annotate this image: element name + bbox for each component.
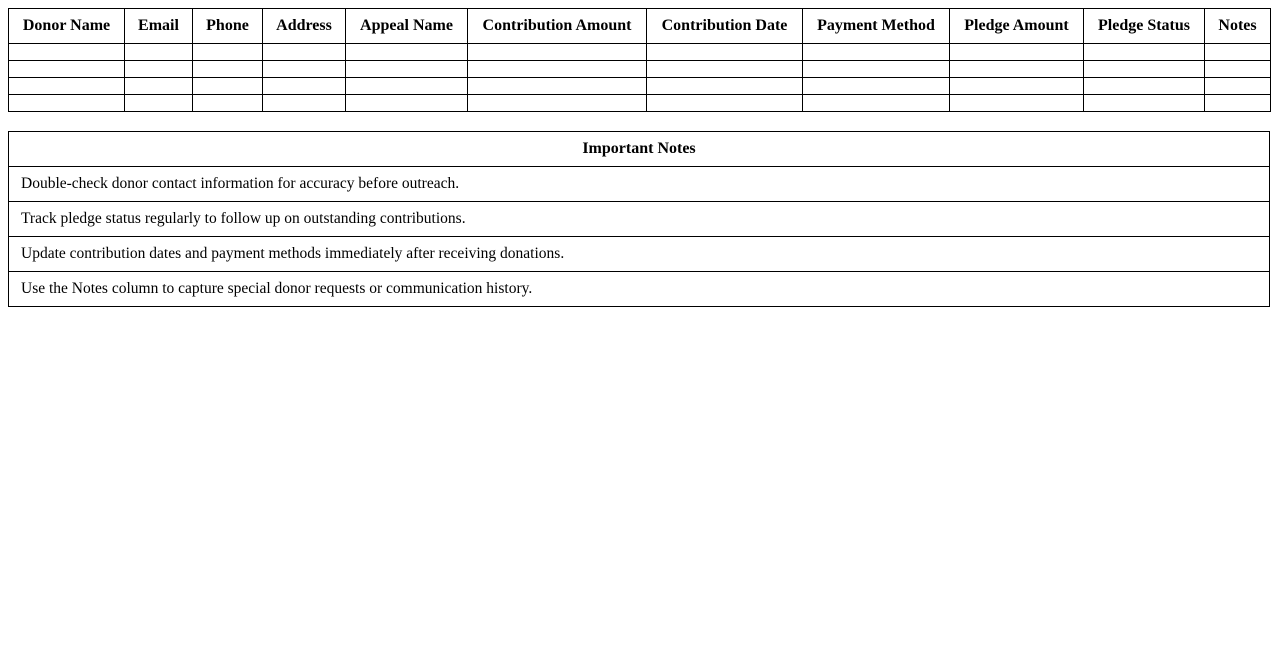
column-header-email: Email (125, 9, 193, 44)
table-cell[interactable] (803, 78, 950, 95)
table-cell[interactable] (647, 44, 803, 61)
list-item (9, 237, 1270, 272)
table-cell[interactable] (468, 95, 647, 112)
table-cell[interactable] (1084, 44, 1205, 61)
table-cell[interactable] (1205, 95, 1271, 112)
column-header-phone: Phone (193, 9, 263, 44)
table-cell[interactable] (1205, 61, 1271, 78)
table-cell[interactable] (9, 78, 125, 95)
page-content (8, 8, 1270, 307)
table-cell[interactable] (193, 95, 263, 112)
table-cell[interactable] (125, 95, 193, 112)
table-cell[interactable] (346, 95, 468, 112)
note-text: Double-check donor contact information for accuracy before outreach. (9, 167, 1270, 202)
column-header-address: Address (263, 9, 346, 44)
column-header-contribution-date: Contribution Date (647, 9, 803, 44)
table-cell[interactable] (193, 78, 263, 95)
notes-header-row (9, 132, 1270, 167)
list-item (9, 167, 1270, 202)
column-header-pledge-status: Pledge Status (1084, 9, 1205, 44)
table-cell[interactable] (647, 95, 803, 112)
notes-title: Important Notes (9, 132, 1270, 167)
table-cell[interactable] (9, 44, 125, 61)
table-cell[interactable] (346, 61, 468, 78)
table-cell[interactable] (125, 78, 193, 95)
table-cell[interactable] (125, 61, 193, 78)
column-header-donor-name: Donor Name (9, 9, 125, 44)
table-cell[interactable] (346, 78, 468, 95)
table-cell[interactable] (9, 61, 125, 78)
table-cell[interactable] (468, 61, 647, 78)
table-cell[interactable] (950, 78, 1084, 95)
column-header-contribution-amount: Contribution Amount (468, 9, 647, 44)
table-cell[interactable] (125, 44, 193, 61)
table-cell[interactable] (9, 95, 125, 112)
table-cell[interactable] (950, 61, 1084, 78)
list-item (9, 202, 1270, 237)
note-text: Update contribution dates and payment methods immediately after receiving donations. (9, 237, 1270, 272)
table-row (9, 78, 1271, 95)
column-header-pledge-amount: Pledge Amount (950, 9, 1084, 44)
table-cell[interactable] (263, 78, 346, 95)
donor-contributions-table (8, 8, 1271, 112)
note-text: Track pledge status regularly to follow up on outstanding contributions. (9, 202, 1270, 237)
table-cell[interactable] (193, 61, 263, 78)
table-cell[interactable] (950, 95, 1084, 112)
table-cell[interactable] (647, 61, 803, 78)
list-item (9, 272, 1270, 307)
important-notes-table (8, 131, 1270, 307)
table-cell[interactable] (1084, 78, 1205, 95)
table-cell[interactable] (1084, 95, 1205, 112)
table-cell[interactable] (346, 44, 468, 61)
table-row (9, 61, 1271, 78)
table-cell[interactable] (193, 44, 263, 61)
table-cell[interactable] (803, 95, 950, 112)
table-row (9, 44, 1271, 61)
table-cell[interactable] (263, 61, 346, 78)
table-cell[interactable] (468, 78, 647, 95)
note-text: Use the Notes column to capture special donor requests or communication history. (9, 272, 1270, 307)
table-cell[interactable] (263, 95, 346, 112)
table-cell[interactable] (803, 44, 950, 61)
table-row (9, 95, 1271, 112)
table-cell[interactable] (1205, 44, 1271, 61)
table-cell[interactable] (1084, 61, 1205, 78)
table-cell[interactable] (803, 61, 950, 78)
table-cell[interactable] (263, 44, 346, 61)
table-cell[interactable] (647, 78, 803, 95)
column-header-notes: Notes (1205, 9, 1271, 44)
table-cell[interactable] (468, 44, 647, 61)
column-header-appeal-name: Appeal Name (346, 9, 468, 44)
table-header-row (9, 9, 1271, 44)
table-cell[interactable] (1205, 78, 1271, 95)
table-cell[interactable] (950, 44, 1084, 61)
column-header-payment-method: Payment Method (803, 9, 950, 44)
